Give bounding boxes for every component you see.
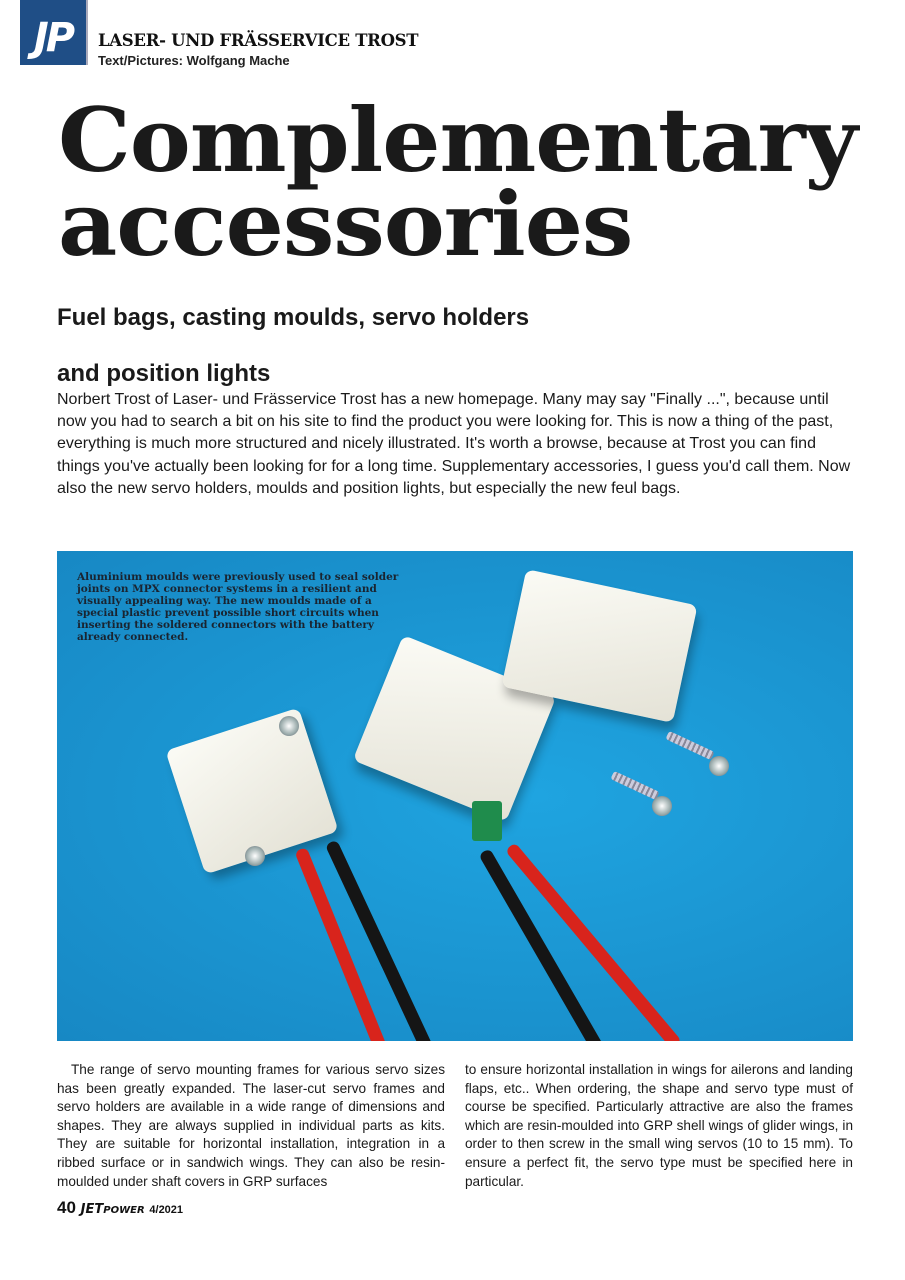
magazine-brand xyxy=(81,1202,145,1217)
body-column-2: to ensure horizontal installation in wings for ailerons and landing flaps, etc.. When ordering, the shape and servo type must of course be specified. Particularly attractive are also the frames which are resin-moulded into GRP shell wings of glider wings, in order to then screw in the small wing servos (10 to 15 mm). To ensure a perfect fit, the servo type must be specified here in particular. xyxy=(465,1062,853,1189)
page-footer xyxy=(57,1198,183,1218)
body-column-1: The range of servo mounting frames for various servo sizes has been greatly expanded. The laser-cut servo frames and servo holders are available in a wide range of dimensions and shapes. They are always supplied in individual parts as kits. They are suitable for horizontal installation, integration in a ribbed surface or in sandwich wings. They can also be resin-moulded under shaft covers in GRP surfaces xyxy=(57,1062,445,1189)
title-line-1: Complementary xyxy=(58,88,857,192)
screw-shaft xyxy=(610,771,659,800)
screw-icon xyxy=(709,756,729,776)
intro-paragraph: Norbert Trost of Laser- und Frässervice Trost has a new homepage. Many may say "Finally ...", because until now you had to search a bit on his site to find the product you were looking for. This is now a thing of the past, everything is much more structured and nicely illustrated. It's worth a browse, because at Trost you can find things you've actually been looking for for a long time. Supplementary accessories, I guess you'd call them. Now also the new servo holders, moulds and position lights, but especially the new feul bags. xyxy=(57,391,851,497)
page-number: 40 xyxy=(57,1198,76,1217)
screw-icon xyxy=(279,716,299,736)
section-kicker: LASER- UND FRÄSSERVICE TROST xyxy=(98,31,419,50)
brand-jet: JET xyxy=(80,1202,104,1217)
page-title xyxy=(58,88,857,276)
title-line-2: accessories xyxy=(58,172,633,276)
mpx-connector xyxy=(472,801,502,841)
subtitle-line-2: and position lights xyxy=(57,360,271,387)
screw-shaft xyxy=(665,731,714,760)
subtitle xyxy=(57,290,657,402)
byline: Text/Pictures: Wolfgang Mache xyxy=(98,53,290,68)
issue-number: 4/2021 xyxy=(149,1204,184,1216)
screw-icon xyxy=(652,796,672,816)
photo-caption: Aluminium moulds were previously used to seal solder joints on MPX connector systems in a resilient and visually appealing way. The new moulds made of a special plastic prevent possible short circuits when inserting the soldered connectors with the battery already connected. xyxy=(77,571,399,643)
magazine-logo xyxy=(20,0,88,65)
logo-text: JP xyxy=(33,15,73,61)
product-photo xyxy=(57,551,853,1041)
screw-icon xyxy=(245,846,265,866)
subtitle-line-1: Fuel bags, casting moulds, servo holders xyxy=(57,304,530,331)
brand-power: POWER xyxy=(103,1205,145,1216)
